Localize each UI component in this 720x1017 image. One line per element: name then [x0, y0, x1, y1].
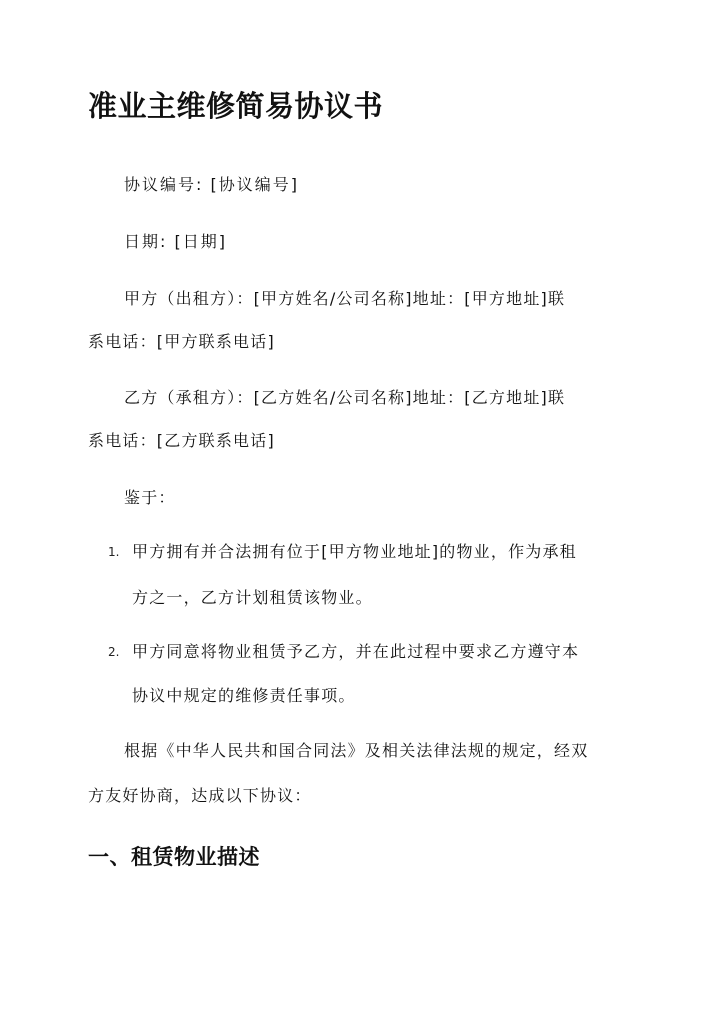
list-item-text-line-2: 协议中规定的维修责任事项。: [132, 686, 356, 705]
section-heading-rental-property-description: 一、租赁物业描述: [88, 844, 260, 869]
party-b-info-line-1: 乙方（承租方）：[乙方姓名/公司名称]地址：[乙方地址]联: [124, 388, 566, 407]
legal-basis-line-1: 根据《中华人民共和国合同法》及相关法律法规的规定，经双: [124, 741, 589, 760]
list-item-number: 2.: [108, 645, 120, 659]
party-a-info-line-2: 系电话：[甲方联系电话]: [88, 332, 275, 351]
document-title: 准业主维修简易协议书: [88, 89, 384, 123]
list-item-text-line-2: 方之一，乙方计划租赁该物业。: [132, 588, 373, 607]
agreement-number: 协议编号: [协议编号]: [124, 175, 299, 194]
list-item-text-line-1: 甲方同意将物业租赁予乙方，并在此过程中要求乙方遵守本: [132, 642, 580, 661]
list-item-number: 1.: [108, 545, 120, 559]
list-item-text-line-1: 甲方拥有并合法拥有位于[甲方物业地址]的物业，作为承租: [132, 542, 577, 561]
whereas-label: 鉴于：: [124, 488, 176, 507]
list-item: [108, 642, 628, 716]
legal-basis-line-2: 方友好协商，达成以下协议：: [88, 786, 312, 805]
agreement-date: 日期: [日期]: [124, 232, 227, 251]
party-a-info-line-1: 甲方（出租方）：[甲方姓名/公司名称]地址：[甲方地址]联: [124, 289, 566, 308]
party-b-info-line-2: 系电话：[乙方联系电话]: [88, 431, 275, 450]
list-item: [108, 542, 628, 616]
